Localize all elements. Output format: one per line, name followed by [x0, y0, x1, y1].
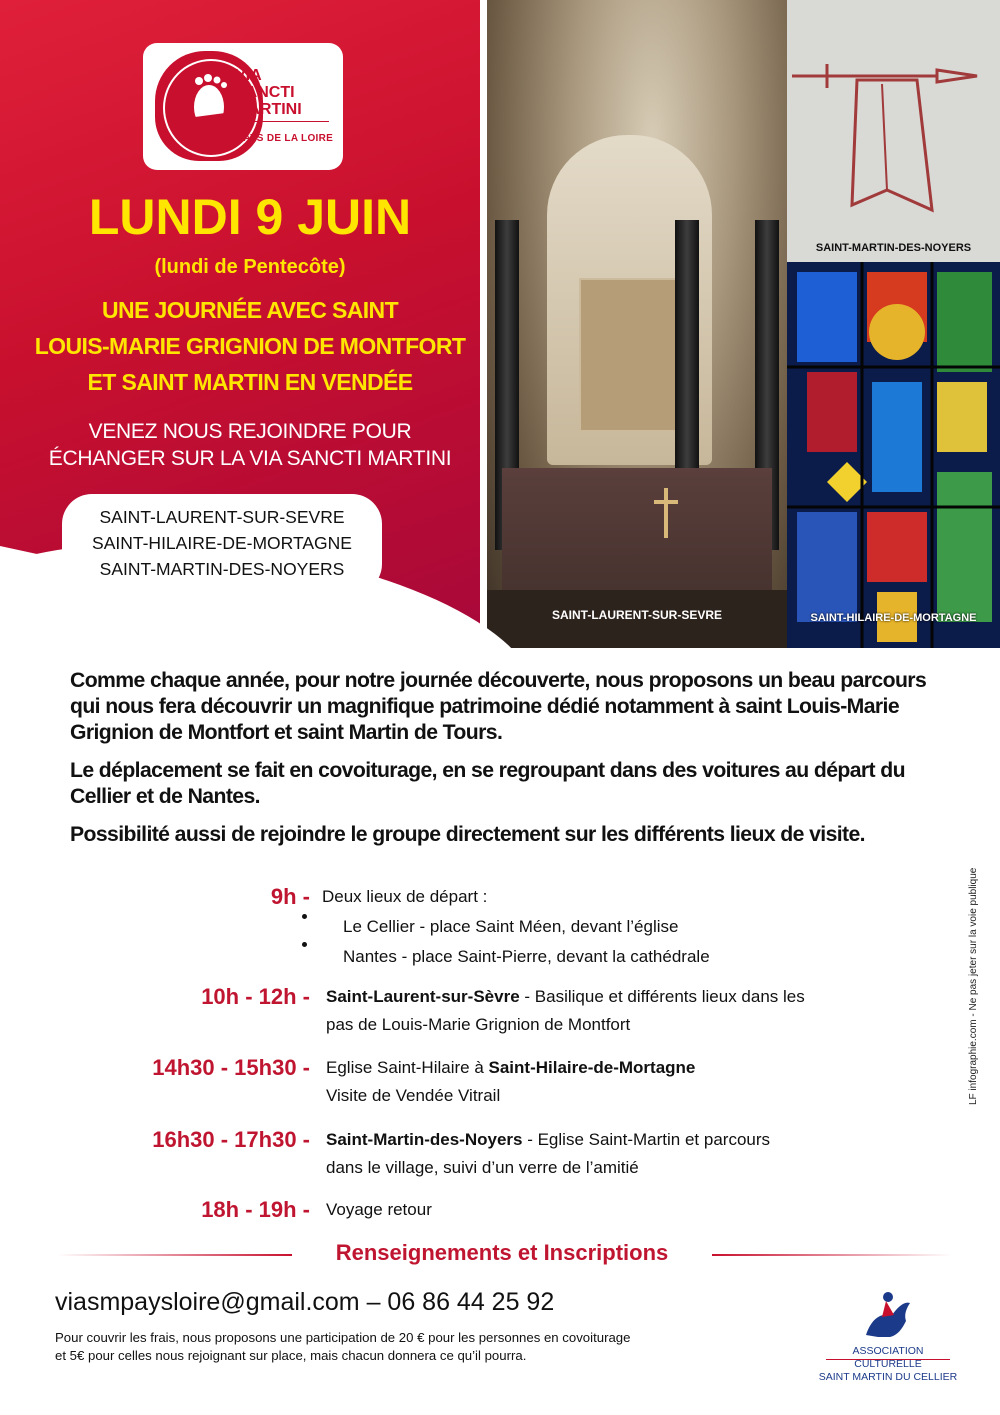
schedule-desc-line1 — [326, 983, 805, 1011]
intro-paragraph-3: Possibilité aussi de rejoindre le groupe directement sur les différents lieux de visite. — [70, 823, 865, 846]
footprint-icon — [181, 73, 237, 137]
schedule-time: 9h - — [270, 884, 310, 909]
event-headline — [0, 292, 500, 400]
logo-title — [235, 67, 302, 118]
cross-icon — [654, 488, 678, 538]
intro-paragraph-1: Comme chaque année, pour notre journée découverte, nous proposons un beau parcours qui nous fera découvrir un magnifique patrimoine dédié notamment à saint Louis-Marie Grignion de Montfort et saint Martin de Tours. — [70, 669, 927, 744]
divider-right — [712, 1254, 952, 1256]
headline-line2: LOUIS-MARIE GRIGNION DE MONTFORT — [34, 333, 466, 359]
association-name — [818, 1345, 958, 1384]
schedule-desc-line2: Visite de Vendée Vitrail — [326, 1086, 501, 1105]
photo-saint-martin — [787, 0, 1000, 262]
place-item: SAINT-HILAIRE-DE-MORTAGNE — [92, 533, 352, 553]
association-line2: SAINT MARTIN DU CELLIER — [818, 1371, 958, 1383]
schedule-desc-line1: Voyage retour — [326, 1200, 432, 1219]
schedule-text: Eglise Saint-Hilaire à — [326, 1058, 489, 1077]
schedule-place: Saint-Hilaire-de-Mortagne — [488, 1058, 696, 1077]
schedule-desc-line3: Nantes - place Saint-Pierre, devant la cathédrale — [343, 947, 710, 966]
invite-line2: ÉCHANGER SUR LA VIA SANCTI MARTINI — [48, 447, 452, 470]
invite-text — [0, 418, 500, 472]
logo-divider — [235, 121, 329, 122]
stained-glass-icon — [787, 262, 1000, 648]
photo-saint-laurent — [487, 0, 787, 648]
association-logo — [818, 1287, 958, 1389]
event-subdate: (lundi de Pentecôte) — [154, 256, 346, 278]
headline-line3: ET SAINT MARTIN EN VENDÉE — [87, 369, 413, 395]
logo-title-line2: SANCTI — [235, 84, 295, 101]
schedule-desc-line1 — [326, 1054, 695, 1082]
headline-line1: UNE JOURNÉE AVEC SAINT — [101, 297, 399, 323]
schedule-desc-line1 — [326, 1126, 770, 1154]
schedule-desc-line2: Le Cellier - place Saint Méen, devant l’église — [343, 917, 679, 936]
horse-rider-icon — [858, 1287, 918, 1343]
bullet-icon — [302, 914, 307, 919]
places-box — [62, 494, 382, 594]
invite-line1: VENEZ NOUS REJOINDRE POUR — [88, 420, 412, 443]
bullet-icon — [302, 942, 307, 947]
schedule-time: 10h - 12h - — [201, 984, 310, 1009]
schedule-time: 14h30 - 15h30 - — [152, 1055, 310, 1080]
association-line1: ASSOCIATION CULTURELLE — [852, 1345, 924, 1370]
photo-stained-glass — [787, 262, 1000, 648]
photo-label-top: SAINT-MARTIN-DES-NOYERS — [815, 242, 972, 254]
bullet-list — [302, 904, 312, 970]
info-title: Renseignements et Inscriptions — [335, 1240, 669, 1265]
schedule-desc-line1: Deux lieux de départ : — [322, 887, 488, 906]
schedule-desc-line2: pas de Louis-Marie Grignion de Montfort — [326, 1015, 631, 1034]
via-sancti-martini-logo — [143, 43, 343, 170]
schedule-time: 18h - 19h - — [201, 1197, 310, 1222]
schedule-place: Saint-Laurent-sur-Sèvre — [326, 987, 520, 1006]
photo-label-glass: SAINT-HILAIRE-DE-MORTAGNE — [810, 612, 977, 624]
logo-region: PAYS DE LA LOIRE — [237, 133, 334, 144]
place-item: SAINT-LAURENT-SUR-SEVRE — [99, 507, 345, 527]
event-date: LUNDI 9 JUIN — [88, 189, 412, 245]
fees-line1: Pour couvrir les frais, nous proposons une participation de 20 € pour les personnes en covoiturage — [55, 1330, 631, 1345]
stone-plaque — [579, 278, 683, 432]
schedule-place: Saint-Martin-des-Noyers — [326, 1130, 523, 1149]
contact-info[interactable]: viasmpaysloire@gmail.com – 06 86 44 25 92 — [55, 1288, 555, 1316]
logo-title-line1: VIA — [235, 67, 262, 84]
logo-title-line3: MARTINI — [235, 101, 302, 118]
banner — [0, 0, 1000, 660]
divider-left — [57, 1254, 292, 1256]
side-note: LF infographie.com - Ne pas jeter sur la voie publique — [968, 867, 979, 1105]
schedule-desc-line2: dans le village, suivi d’un verre de l’amitié — [326, 1158, 639, 1177]
fees-note — [55, 1329, 755, 1365]
schedule-time: 16h30 - 17h30 - — [152, 1127, 310, 1152]
intro-text — [70, 668, 950, 860]
schedule-text: - Eglise Saint-Martin et parcours — [522, 1130, 771, 1149]
place-item: SAINT-MARTIN-DES-NOYERS — [99, 559, 345, 579]
fees-line2: et 5€ pour celles nous rejoignant sur place, mais chacun donnera ce qu’il pourra. — [55, 1348, 527, 1363]
sword-cloak-icon — [787, 0, 1000, 262]
photo-label-main: SAINT-LAURENT-SUR-SEVRE — [551, 608, 722, 622]
intro-paragraph-2: Le déplacement se fait en covoiturage, en se regroupant dans des voitures au départ du Cellier et de Nantes. — [70, 759, 905, 808]
schedule-text: - Basilique et différents lieux dans les — [519, 987, 805, 1006]
